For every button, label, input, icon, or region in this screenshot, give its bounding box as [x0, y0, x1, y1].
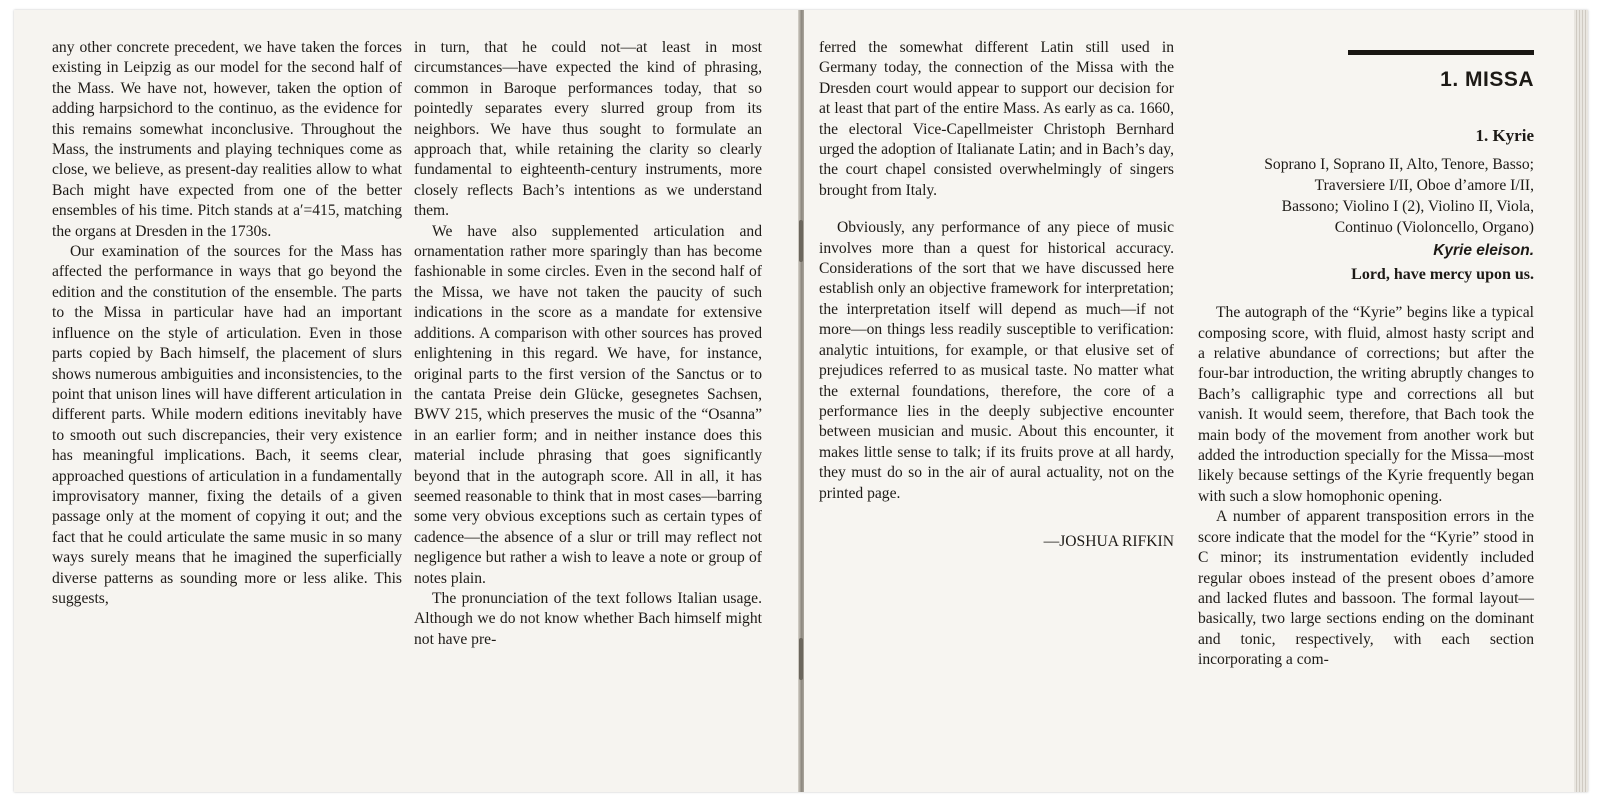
paragraph: The pronunciation of the text follows Italian usage. Although we do not know whether Bach himself might not have pre- [414, 589, 762, 648]
paragraph: Our examination of the sources for the Mass has affected the performance in ways that go beyond the edition and the constitution of the ensemble. The parts to the Missa in particular have had an important influence on the style of articulation. Even in those parts copied by Bach himself, the placement of slurs shows numerous ambiguities and inconsistencies, to the point that unison lines will have different articulation in different parts. While modern editions inevitably have to smooth out such discrepancies, their very existence has meaningful implications. Bach, it seems clear, approached questions of articulation in a fundamentally improvisatory manner, fixing the details of a given passage only at the moment of copying it out; and the fact that he could articulate the same music in so many ways surely means that he imagined the superficially diverse patterns as sounding more or less alike. This suggests, [52, 243, 402, 607]
english-translation: Lord, have mercy upon us. [1351, 265, 1534, 283]
right-page-column-1 [819, 38, 1174, 552]
paragraph: Obviously, any performance of any piece of music involves more than a quest for historical accuracy. Considerations of the sort that we have discussed here establish only an objective framework for interpretation; the interpretation itself will depend as much—if not more—on things less readily susceptible to verification: analytic intuitions, for example, or that elusive set of prejudices referred to as musical taste. No matter what the external foundations, therefore, the core of a performance lies in the deeply subjective encounter between musician and music. About this encounter, it makes little sense to talk; if its fruits prove at all hardy, they must do so in the air of aural actuality, not on the printed page. [819, 219, 1174, 502]
paragraph: The autograph of the “Kyrie” begins like a typical composing score, with fluid, almost hasty script and a relative abundance of corrections; but after the four-bar introduction, the writing abruptly changes to Bach’s calligraphic type and corrections all but vanish. It would seem, therefore, that Bach took the main body of the movement from another work but added the introduction specially for the Missa—most likely because settings of the Kyrie frequently began with such a slow homophonic opening. [1198, 304, 1534, 505]
paragraph: in turn, that he could not—at least in most circumstances—have expected the kind of phrasing, common in Baroque performances today, that so pointedly separates every slurred group from its neighbors. We have thus sought to formulate an approach that, while retaining the clarity so clearly fundamental to eighteenth-century instruments, more closely reflects Bach’s intentions as we understand them. [414, 39, 762, 220]
left-page [14, 10, 800, 792]
scoring-line: Traversiere I/II, Oboe d’amore I/II, [1314, 177, 1534, 195]
scoring-line: Soprano I, Soprano II, Alto, Tenore, Basso; [1264, 156, 1534, 174]
scoring-line: Continuo (Violoncello, Organo) [1334, 219, 1534, 237]
paragraph: A number of apparent transposition errors in the score indicate that the model for the “Kyrie” stood in C minor; its instrumentation evidently included regular oboes instead of the present oboes d’amore and lacked flutes and bassoon. The formal layout—basically, two large sections ending on the dominant and tonic, respectively, with each section incorporating a com- [1198, 508, 1534, 669]
latin-text: Kyrie eleison. [1433, 242, 1534, 260]
staple [799, 638, 803, 680]
author-signature: —JOSHUA RIFKIN [1043, 532, 1174, 550]
paragraph: We have also supplemented articulation and ornamentation rather more sparingly than has become fashionable in some circles. Even in the second half of the Missa, we have not taken the paucity of such indications in the score as a mandate for extensive additions. A comparison with other sources has proved enlightening in this regard. We have, for instance, original parts to the first version of the Sanctus or to the cantata Preise dein Glücke, gesegnetes Sachsen, BWV 215, which preserves the music of the “Osanna” in an earlier form; and in neither instance does this material include phrasing that goes significantly beyond that in the autograph score. All in all, it has seemed reasonable to think that in most cases—barring some very obvious exceptions such as certain types of cadence—the absence of a slur or trill may reflect not negligence but rather a wish to leave a note or group of notes plain. [414, 222, 762, 587]
cd-booklet-spread [14, 10, 1588, 792]
section-title: 1. MISSA [1440, 68, 1534, 91]
staple [799, 220, 803, 262]
paragraph: ferred the somewhat different Latin still used in Germany today, the connection of the Missa with the Dresden court would appear to support our decision for at least that part of the entire Mass. As early as ca. 1660, the electoral Vice-Capellmeister Christoph Bernhard urged the adoption of Italianate Latin; and in Bach’s day, the court chapel consisted overwhelmingly of singers brought from Italy. [819, 39, 1174, 199]
left-page-column-1 [52, 38, 402, 609]
right-page [804, 10, 1588, 792]
left-page-column-2 [414, 38, 762, 650]
scoring-line: Bassono; Violino I (2), Violino II, Viola, [1281, 198, 1534, 216]
page-edges [1574, 10, 1588, 792]
right-page-column-2 [1198, 126, 1534, 671]
paragraph: any other concrete precedent, we have taken the forces existing in Leipzig as our model for the second half of the Mass. We have not, however, taken the option of adding harpsichord to the continuo, as the evidence for this remains somewhat inconclusive. Throughout the Mass, the instruments and playing techniques come as close, we believe, as present-day realities allow to what Bach might have expected from one of the better ensembles of his time. Pitch stands at a′=415, matching the organs at Dresden in the 1730s. [52, 39, 402, 240]
movement-title: 1. Kyrie [1475, 126, 1534, 145]
section-rule [1348, 50, 1534, 55]
